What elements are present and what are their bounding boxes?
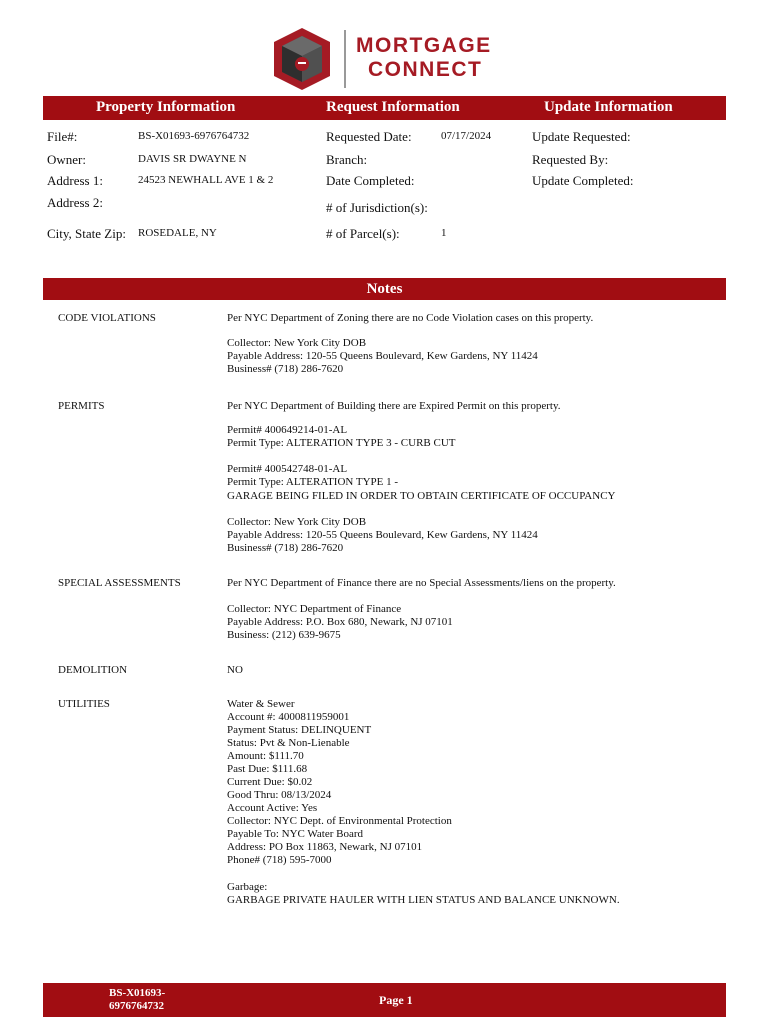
note-line: Payable Address: 120-55 Queens Boulevard, Kew Gardens, NY 11424 (227, 350, 538, 362)
note-line: Address: PO Box 11863, Newark, NJ 07101 (227, 841, 423, 853)
note-line: Permit Type: ALTERATION TYPE 1 - (227, 476, 399, 488)
request-information-heading: Request Information (326, 99, 460, 115)
branch-label: Branch: (326, 152, 368, 167)
note-line: Past Due: $111.68 (227, 763, 308, 775)
note-line: Collector: NYC Dept. of Environmental Protection (227, 815, 452, 827)
update-completed-label: Update Completed: (532, 173, 634, 188)
file-value: BS-X01693-6976764732 (138, 130, 250, 142)
note-line: Phone# (718) 595-7000 (227, 854, 332, 866)
note-line: Amount: $111.70 (227, 750, 304, 762)
permits-label: PERMITS (58, 400, 105, 412)
city-state-zip-value: ROSEDALE, NY (138, 227, 217, 239)
note-line: Current Due: $0.02 (227, 776, 313, 788)
note-line: Collector: New York City DOB (227, 337, 367, 349)
note-line: Per NYC Department of Building there are Expired Permit on this property. (227, 400, 561, 412)
special-assessments-label: SPECIAL ASSESSMENTS (58, 577, 181, 589)
jurisdictions-label: # of Jurisdiction(s): (326, 200, 428, 215)
note-line: Payable Address: P.O. Box 680, Newark, NJ 07101 (227, 616, 453, 628)
requested-date-label: Requested Date: (326, 129, 412, 144)
logo-cube-icon (270, 26, 334, 92)
logo-text-line1: MORTGAGE (356, 34, 492, 57)
file-label: File#: (47, 129, 78, 144)
note-line: Permit# 400542748-01-AL (227, 463, 348, 475)
logo-divider (344, 30, 346, 88)
property-information-heading: Property Information (96, 99, 236, 115)
parcels-label: # of Parcel(s): (326, 226, 400, 241)
parcels-value: 1 (441, 227, 447, 239)
owner-label: Owner: (47, 152, 86, 167)
footer-file-number (109, 987, 165, 1013)
requested-by-label: Requested By: (532, 152, 609, 167)
note-line: Water & Sewer (227, 698, 295, 710)
update-requested-label: Update Requested: (532, 129, 631, 144)
page-number: Page 1 (379, 993, 413, 1007)
note-line: Account Active: Yes (227, 802, 318, 814)
update-information-heading: Update Information (544, 99, 673, 115)
note-line: Payable Address: 120-55 Queens Boulevard, Kew Gardens, NY 11424 (227, 529, 538, 541)
note-line: GARBAGE PRIVATE HAULER WITH LIEN STATUS AND BALANCE UNKNOWN. (227, 894, 620, 906)
note-line: NO (227, 664, 243, 676)
footer-bar (43, 983, 726, 1017)
note-line: Account #: 4000811959001 (227, 711, 350, 723)
note-line: Status: Pvt & Non-Lienable (227, 737, 350, 749)
note-line: Per NYC Department of Zoning there are no Code Violation cases on this property. (227, 312, 594, 324)
code-violations-label: CODE VIOLATIONS (58, 312, 156, 324)
note-line: Business# (718) 286-7620 (227, 363, 344, 375)
city-state-zip-label: City, State Zip: (47, 226, 126, 241)
note-line: Business: (212) 639-9675 (227, 629, 341, 641)
note-line: Permit Type: ALTERATION TYPE 3 - CURB CUT (227, 437, 456, 449)
notes-header-bar (43, 278, 726, 300)
address1-label: Address 1: (47, 173, 103, 188)
note-line: Permit# 400649214-01-AL (227, 424, 348, 436)
date-completed-label: Date Completed: (326, 173, 415, 188)
footer-file-line2: 6976764732 (109, 1000, 164, 1012)
logo-text-line2: CONNECT (368, 58, 483, 81)
demolition-label: DEMOLITION (58, 664, 128, 676)
footer-file-line1: BS-X01693- (109, 987, 166, 999)
note-line: Collector: NYC Department of Finance (227, 603, 402, 615)
note-line: Business# (718) 286-7620 (227, 542, 344, 554)
address2-label: Address 2: (47, 195, 103, 210)
note-line: Payment Status: DELINQUENT (227, 724, 372, 736)
address1-value: 24523 NEWHALL AVE 1 & 2 (138, 174, 274, 186)
note-line: Payable To: NYC Water Board (227, 828, 364, 840)
note-line: Garbage: (227, 881, 268, 893)
requested-date-value: 07/17/2024 (441, 130, 492, 142)
utilities-label: UTILITIES (58, 698, 110, 710)
note-line: GARAGE BEING FILED IN ORDER TO OBTAIN CERTIFICATE OF OCCUPANCY (227, 490, 616, 502)
mortgage-connect-logo (270, 26, 520, 92)
note-line: Good Thru: 08/13/2024 (227, 789, 332, 801)
note-line: Collector: New York City DOB (227, 516, 367, 528)
section-header-bar (43, 96, 726, 120)
notes-heading: Notes (366, 281, 403, 297)
note-line: Per NYC Department of Finance there are no Special Assessments/liens on the property. (227, 577, 616, 589)
owner-value: DAVIS SR DWAYNE N (138, 153, 247, 165)
